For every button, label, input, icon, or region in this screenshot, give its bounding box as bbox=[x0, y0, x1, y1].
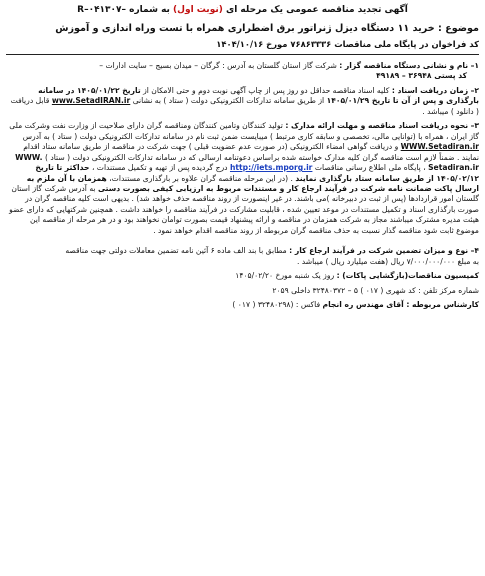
section-4-text-a: مطابق با بند الف ماده ۶ آئین نامه تضمین معاملات دولتی جهت مناقصه bbox=[65, 246, 287, 256]
setad-link-2[interactable]: WWW.Setadiran.ir bbox=[400, 142, 479, 152]
setad-link-3[interactable]: WWW. Setadiran.ir bbox=[15, 152, 479, 173]
section-3-label: نحوه دریافت اسناد مناقصه و مهلت ارائه مدارک : bbox=[285, 121, 469, 131]
section-3-p4: درج گردیده پس از تهیه و تکمیل مستندات ، bbox=[91, 163, 228, 173]
round-label: (نوبت اول) bbox=[173, 5, 223, 15]
divider bbox=[6, 54, 479, 55]
commission-label: کمیسیون مناقصات(بازگشایی پاکات) : bbox=[336, 271, 479, 281]
section-3-p5: . (در این مرحله مناقصه گران علاوه بر بارگذاری مستندات، bbox=[109, 173, 293, 183]
subject-label: موضوع : bbox=[438, 23, 479, 34]
section-2-number: ۲– bbox=[470, 85, 479, 95]
phone-line: شماره مرکز تلفن : کد شهری ( ۰۱۷ ) ۵ – ۳۲۴۸۰۳۷۲ داخلی ۲۰۵۹ bbox=[272, 285, 479, 295]
section-2-text-a: کلیه اسناد مناقصه حداقل دو روز پس از چاپ آگهی نوبت دوم و حتی الامکان از bbox=[143, 85, 390, 95]
section-4-number: ۴– bbox=[470, 246, 479, 256]
section-2-label: زمان دریافت اسناد : bbox=[391, 85, 469, 95]
upload-deadline: حداکثر تا تاریخ ۱۴۰۵/۰۲/۱۲ از طریق سامانه ستاد بارگذاری نمایند bbox=[35, 163, 479, 183]
section-2-text-d-post: قابل دریافت ( دانلود ) میباشد . bbox=[10, 96, 479, 116]
subject-text: خرید ۱۱ دستگاه دیزل ژنراتور برق اضطراری همراه با تست وراه اندازی و آموزش bbox=[55, 23, 435, 34]
commission-line bbox=[6, 271, 479, 281]
setad-link[interactable]: www.SetadIRAN.ir bbox=[51, 96, 131, 106]
section-1-label: نام و نشانی دستگاه مناقصه گزار : bbox=[339, 60, 469, 70]
number-label: به شماره bbox=[129, 5, 170, 15]
commission-date: روز یک شنبه مورخ ۱۴۰۵/۰۲/۲۰ bbox=[235, 271, 335, 281]
section-3-p2: و دریافت گواهی امضاء الکترونیکی (در صورت عدم عضویت قبلی ) جهت شرکت در مناقصه از طریق سامانه ستاد اقدام نمایند . ضمناً لازم است مناقصه گران کلیه مدارک خواسته شده براساس دعوتنامه ارسالی که در سامانه تدارکات الکترونیکی دولت ( ستاد ) bbox=[23, 142, 479, 162]
section-3-p1: تولید کنندگان وتامین کنندگان ومناقصه گران دارای صلاحیت از وزارت نفت وشرکت ملی گاز ایران ، همراه با (توانایی مالی، تخصصی و سابقه کاری مرتبط ) میبایست ضمن ثبت نام در سامانه تدارکات الکترونیکی دولت ( ستاد ) به آدرس bbox=[9, 121, 479, 141]
section-3-number: ۳– bbox=[470, 121, 479, 131]
notice-header bbox=[6, 3, 479, 17]
call-number-line: کد فراخوان در پایگاه ملی مناقصات ۷۶۸۶۳۳۳۶ مورخ ۱۴۰۴/۱۰/۱۶ bbox=[216, 39, 479, 50]
subject-line bbox=[6, 22, 479, 35]
contact-label: کارشناس مربوطه : آقای مهندس ره انجام bbox=[322, 300, 479, 310]
manual-submission-note: همزمان با آن ملزم به ارسال پاکت ضمانت نامه شرکت در فرآیند ارجاع کار و مستندات مربوط به ارزیابی کیفی بصورت دستی bbox=[26, 173, 479, 193]
contact-fax: فاکس : (۳۲۴۸۰۲۹۸ ( ۰۱۷ ) bbox=[232, 300, 321, 310]
section-2-text-c: از طریق سامانه تدارکات الکترونیکی دولت ( ستاد ) bbox=[163, 96, 325, 106]
iets-link[interactable]: http://iets.mporg.ir bbox=[229, 163, 313, 173]
section-1-text: شرکت گاز استان گلستان به آدرس : گرگان – میدان بسیج – سایت ادارات – bbox=[99, 60, 337, 70]
section-4-label: نوع و میزان تضمین شرکت در فرآیند ارجاع کار : bbox=[289, 246, 469, 256]
section-3-p3: ، پایگاه ملی اطلاع رسانی مناقصات bbox=[314, 163, 426, 173]
section-3-p6: به آدرس شرکت گاز استان گلستان امور قراردادها (پس از ثبت در دبیرخانه )می باشند. در غیر اینصورت از روند مناقصه حذف خواهد شد) . بدیهی است کلیه مناقصه گران در صورت بارگذاری اسناد و تکمیل مستندات در موعد تعیین شده ، قابلیت مشارکت در فرآیند مناقصه را خواهند داشت . همچنین شرکتهایی که دارای عضو هیئت مدیره مشترک میباشند مجاز به شرکت همزمان در مناقصه و ارائه پیشنهاد قیمت بصورت توامان نخواهند بود و در هر مرحله از مناقصه این موضوع ثابت شود مناقصه گذار نسبت به حذف مناقصه گران مربوطه از روند مناقصه اقدام خواهد نمود . bbox=[9, 183, 479, 235]
section-1 bbox=[6, 61, 479, 82]
section-1-number: ۱– bbox=[470, 60, 479, 70]
tender-number: R–۰۴۱۳۰۷– bbox=[77, 5, 127, 15]
section-2 bbox=[6, 86, 479, 117]
section-2-text-d-pre: به نشانی bbox=[132, 96, 161, 106]
section-4 bbox=[6, 246, 479, 267]
section-2-dates: تاریخ ۱۴۰۵/۰۱/۲۲ در سامانه بارگذاری و پس از آن تا تاریخ ۱۴۰۵/۰۱/۲۹ bbox=[38, 85, 479, 106]
notice-title: آگهی تجدید مناقصه عمومی یک مرحله ای bbox=[225, 5, 408, 15]
section-3 bbox=[6, 121, 479, 236]
contact-line bbox=[6, 300, 479, 310]
guarantee-amount: به مبلغ ۷/۰۰۰/۰۰۰/۰۰۰ ریال (هفت میلیارد ریال ) میباشد . bbox=[296, 256, 479, 266]
postal-code: کد پستی ۳۶۹۴۸ – ۴۹۱۸۹ bbox=[376, 71, 467, 81]
